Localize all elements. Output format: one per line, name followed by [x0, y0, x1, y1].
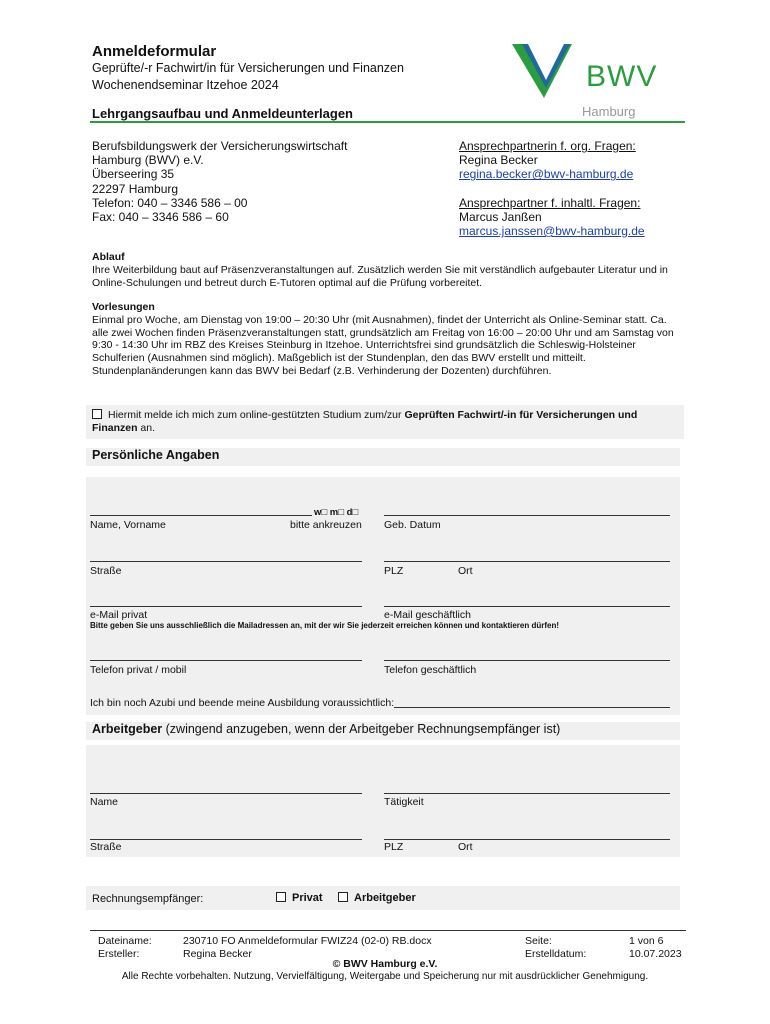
date-value: 10.07.2023	[629, 947, 682, 960]
organisation-address: Berufsbildungswerk der Versicherungswirtschaft Hamburg (BWV) e.V. Überseering 35 22297 Hamburg Telefon: 040 – 3346 586 – 00 Fax: 040 – 3346 586 – 60	[92, 139, 348, 225]
logo-subtext: Hamburg	[582, 104, 636, 119]
azubi-label: Ich bin noch Azubi und beende meine Ausbildung voraussichtlich:	[90, 697, 395, 709]
footer-page-values	[629, 935, 682, 960]
registration-consent: Hiermit melde ich mich zum online-gestützten Studium zum/zur Geprüften Fachwirt/-in für Versicherungen und Finanzen an.	[86, 405, 684, 439]
personal-section-heading: Persönliche Angaben	[86, 448, 680, 466]
name-label: Name, Vorname	[90, 519, 166, 531]
employer-street-field[interactable]	[90, 839, 362, 840]
footer-meta-values	[183, 935, 432, 960]
ort-label: Ort	[458, 565, 473, 577]
footer-rights: Alle Rechte vorbehalten. Nutzung, Vervielfältigung, Weitergabe und Speicherung nur mit ausdrücklicher Genehmigung.	[121, 971, 649, 982]
azubi-end-field[interactable]	[394, 707, 670, 708]
section-heading: Lehrgangsaufbau und Anmeldeunterlagen	[92, 106, 353, 121]
bwv-logo	[512, 42, 682, 122]
invoice-recipient-row	[86, 886, 680, 910]
employer-activity-label: Tätigkeit	[384, 796, 424, 808]
author-label: Ersteller:	[98, 947, 140, 960]
phone-private-field[interactable]	[90, 660, 362, 661]
invoice-private-option[interactable]: Privat	[276, 892, 323, 904]
employer-name-field[interactable]	[90, 793, 362, 794]
phone-business-field[interactable]	[384, 660, 670, 661]
employer-section-heading: Arbeitgeber (zwingend anzugeben, wenn der Arbeitgeber Rechnungsempfänger ist)	[86, 722, 680, 740]
plz-label: PLZ	[384, 565, 404, 577]
vorlesungen-heading: Vorlesungen	[92, 301, 155, 313]
employer-checkbox[interactable]	[338, 892, 348, 902]
page-value: 1 von 6	[629, 935, 664, 947]
phone-business-label: Telefon geschäftlich	[384, 664, 477, 676]
ablauf-section	[92, 251, 682, 289]
footer-copyright: © BWV Hamburg e.V.	[332, 958, 438, 970]
invoice-recipient-label: Rechnungsempfänger:	[92, 893, 204, 905]
employer-ort-label: Ort	[458, 841, 473, 853]
plz-ort-field[interactable]	[384, 561, 670, 562]
employer-street-label: Straße	[90, 841, 122, 853]
file-label: Dateiname:	[98, 935, 152, 947]
contact-content-name: Marcus Janßen	[459, 209, 542, 224]
employer-plz-ort-field[interactable]	[384, 839, 670, 840]
date-label: Erstelldatum:	[525, 947, 587, 960]
birthdate-field[interactable]	[384, 515, 670, 516]
personal-form	[86, 477, 680, 715]
vorlesungen-text: Einmal pro Woche, am Dienstag von 19:00 – 20:30 Uhr (mit Ausnahmen), findet der Unterricht als Online-Seminar statt. Ca. alle zwei Wochen finden Präsenzveranstaltungen statt, grundsätzlich am Freitag von 16:00 – 20:00 Uhr und am Samstag von 9:30 - 14:30 Uhr im RBZ des Kreises Steinburg in Itzehoe. Unterrichtsfrei sind grundsätzlich die Schleswig-Holsteiner Schulferien (Ausnahmen sind möglich). Maßgeblich ist der Stundenplan, den das BWV erstellt und mitteilt. Stundenplanänderungen kann das BWV bei Bedarf (z.B. Verhinderung der Dozenten) durchführen.	[92, 313, 674, 377]
phone-private-label: Telefon privat / mobil	[90, 664, 187, 676]
contact-content-email-link[interactable]: marcus.janssen@bwv-hamburg.de	[459, 224, 645, 239]
gender-checkboxes[interactable]: w□ m□ d□	[314, 507, 359, 518]
gender-hint: bitte ankreuzen	[290, 519, 362, 531]
email-private-label: e-Mail privat	[90, 609, 148, 621]
employer-name-label: Name	[90, 796, 119, 808]
contact-org-heading: Ansprechpartnerin f. org. Fragen:	[459, 139, 636, 153]
ablauf-heading: Ablauf	[92, 251, 125, 263]
email-note: Bitte geben Sie uns ausschließlich die Mailadressen an, mit der wir Sie jederzeit erreichen können und kontaktieren dürfen!	[90, 621, 560, 630]
private-checkbox[interactable]	[276, 892, 286, 902]
employer-plz-label: PLZ	[384, 841, 404, 853]
contact-block	[459, 139, 645, 238]
invoice-employer-option[interactable]: Arbeitgeber	[338, 892, 416, 904]
header-divider	[90, 121, 685, 123]
logo-text: BWV	[586, 60, 658, 93]
consent-checkbox[interactable]	[92, 409, 102, 419]
employer-activity-field[interactable]	[384, 793, 670, 794]
name-field[interactable]	[90, 515, 312, 516]
footer-page-labels	[525, 935, 586, 960]
email-business-field[interactable]	[384, 606, 670, 607]
course-title: Geprüfte/-r Fachwirt/in für Versicherungen und Finanzen	[92, 61, 404, 75]
birthdate-label: Geb. Datum	[384, 519, 441, 531]
contact-org-email-link[interactable]: regina.becker@bwv-hamburg.de	[459, 167, 634, 182]
employer-form	[86, 745, 680, 857]
file-value: 230710 FO Anmeldeformular FWIZ24 (02-0) RB.docx	[183, 935, 432, 947]
street-field[interactable]	[90, 561, 362, 562]
page-label: Seite:	[525, 935, 552, 947]
footer-meta-labels	[98, 935, 152, 960]
email-business-label: e-Mail geschäftlich	[384, 609, 471, 621]
ablauf-text: Ihre Weiterbildung baut auf Präsenzveranstaltungen auf. Zusätzlich werden Sie mit verständlich aufgebauter Literatur und in Online-Schulungen und betreut durch E-Tutoren optimal auf die Prüfung vorbereitet.	[92, 263, 668, 289]
vorlesungen-section	[92, 301, 682, 378]
course-subtitle: Wochenendseminar Itzehoe 2024	[92, 78, 279, 92]
contact-org-name: Regina Becker	[459, 153, 538, 168]
footer-divider	[90, 930, 686, 931]
email-private-field[interactable]	[90, 606, 362, 607]
contact-content-heading: Ansprechpartner f. inhaltl. Fragen:	[459, 195, 641, 210]
street-label: Straße	[90, 565, 122, 577]
author-value: Regina Becker	[183, 947, 252, 960]
document-title: Anmeldeformular	[92, 43, 217, 60]
